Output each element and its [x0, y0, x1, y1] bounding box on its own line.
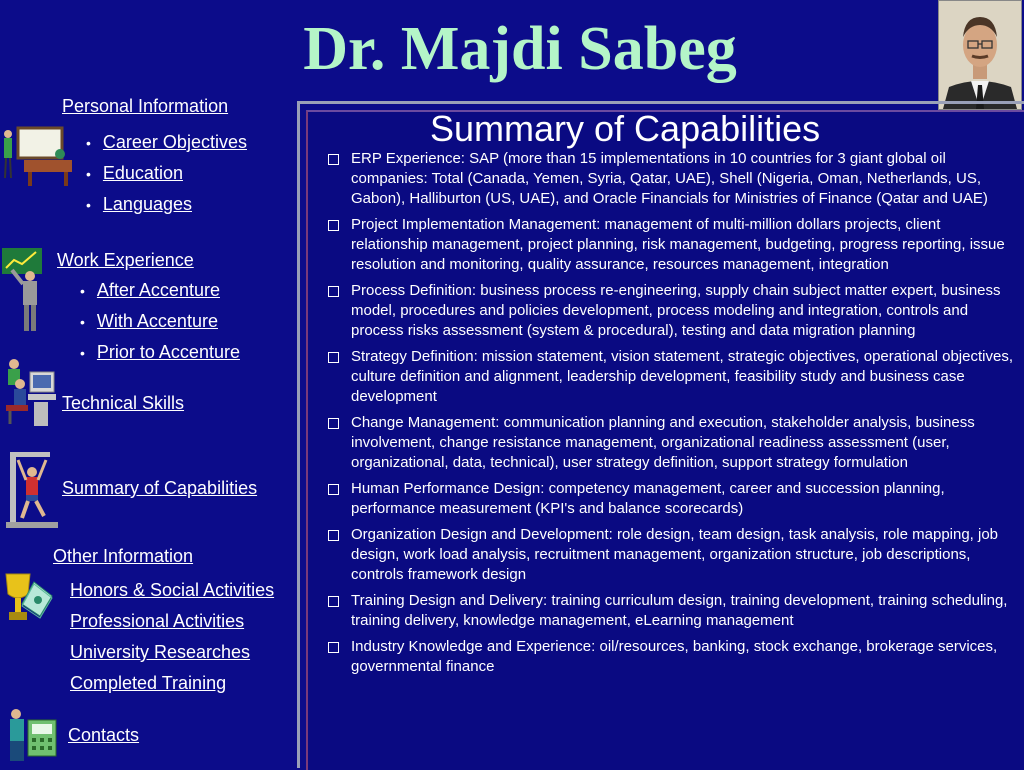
list-item: Training Design and Delivery: training curriculum design, training development, training scheduling, training delivery, knowledge management, eLearning management — [325, 591, 1015, 631]
capabilities-list — [325, 149, 1015, 683]
panel-shadow-left — [297, 101, 300, 768]
nav-personal-information[interactable]: Personal Information — [62, 96, 229, 116]
list-item: Strategy Definition: mission statement, vision statement, strategic objectives, operational objectives, culture definition and alignment, leadership development, feasibility study and business case development — [325, 347, 1015, 407]
nav-university-researches[interactable]: University Researches — [70, 642, 251, 662]
checkbox-bullet-icon — [328, 484, 339, 495]
nav-prior-to-accenture[interactable]: Prior to Accenture — [96, 342, 240, 362]
nav-after-accenture[interactable]: After Accenture — [96, 280, 220, 300]
nav-completed-training[interactable]: Completed Training — [70, 673, 227, 693]
checkbox-bullet-icon — [328, 596, 339, 607]
list-item: Process Definition: business process re-engineering, supply chain subject matter expert, business model, procedures and policies development, process modeling and integration, controls and process risks assessment (system & procedural), testing and data migration planning — [325, 281, 1015, 341]
computer-users-icon — [0, 358, 58, 433]
teacher-blackboard-icon — [0, 126, 76, 193]
phone-fax-icon — [4, 706, 62, 769]
checkbox-bullet-icon — [328, 286, 339, 297]
list-item: Industry Knowledge and Experience: oil/resources, banking, stock exchange, brokerage services, governmental finance — [325, 637, 1015, 677]
panel-shadow-top — [297, 101, 1024, 104]
checkbox-bullet-icon — [328, 220, 339, 231]
page-title: Dr. Majdi Sabeg — [303, 15, 737, 83]
workout-machine-icon — [4, 450, 60, 535]
checkbox-bullet-icon — [328, 418, 339, 429]
nav-education[interactable]: Education — [102, 163, 183, 183]
list-item: Project Implementation Management: management of multi-million dollars projects, client relationship management, project planning, risk management, budgeting, progress reporting, issue resolution and monitoring, quality assurance, resources management, integration — [325, 215, 1015, 275]
checkbox-bullet-icon — [328, 642, 339, 653]
checkbox-bullet-icon — [328, 352, 339, 363]
nav-other-information[interactable]: Other Information — [53, 546, 194, 566]
checkbox-bullet-icon — [328, 154, 339, 165]
list-item: Human Performance Design: competency management, career and succession planning, performance measurement (KPI's and balance scorecards) — [325, 479, 1015, 519]
profile-photo — [938, 0, 1022, 110]
checkbox-bullet-icon — [328, 530, 339, 541]
presenter-chart-icon — [0, 246, 50, 339]
list-item: ERP Experience: SAP (more than 15 implementations in 10 countries for 3 giant global oil companies: Total (Canada, Yemen, Syria, Qatar, UAE), Shell (Nigeria, Oman, Netherlands, US, Gabon), Halliburton (US, UAE), and Oracle Financials for Ministries of Finance (Qatar and UAE) — [325, 149, 1015, 209]
nav-work-experience[interactable]: Work Experience — [57, 250, 194, 270]
nav-technical-skills[interactable]: Technical Skills — [62, 393, 185, 413]
section-title: Summary of Capabilities — [430, 108, 821, 149]
nav-languages[interactable]: Languages — [102, 194, 192, 214]
list-item: Change Management: communication planning and execution, stakeholder analysis, business involvement, change resistance management, organizational readiness assessment (user, organizational, data, technical), user strategy definition, support strategy formulation — [325, 413, 1015, 473]
nav-career-objectives[interactable]: Career Objectives — [102, 132, 247, 152]
nav-honors-social-activities[interactable]: Honors & Social Activities — [70, 580, 275, 600]
nav-contacts[interactable]: Contacts — [68, 725, 140, 745]
list-item: Organization Design and Development: role design, team design, task analysis, role mapping, job design, work load analysis, recruitment management, organization structure, job descriptions, controls framework design — [325, 525, 1015, 585]
trophy-certificate-icon — [0, 568, 64, 637]
nav-professional-activities[interactable]: Professional Activities — [70, 611, 245, 631]
nav-summary-of-capabilities[interactable]: Summary of Capabilities — [62, 478, 258, 498]
nav-with-accenture[interactable]: With Accenture — [96, 311, 218, 331]
